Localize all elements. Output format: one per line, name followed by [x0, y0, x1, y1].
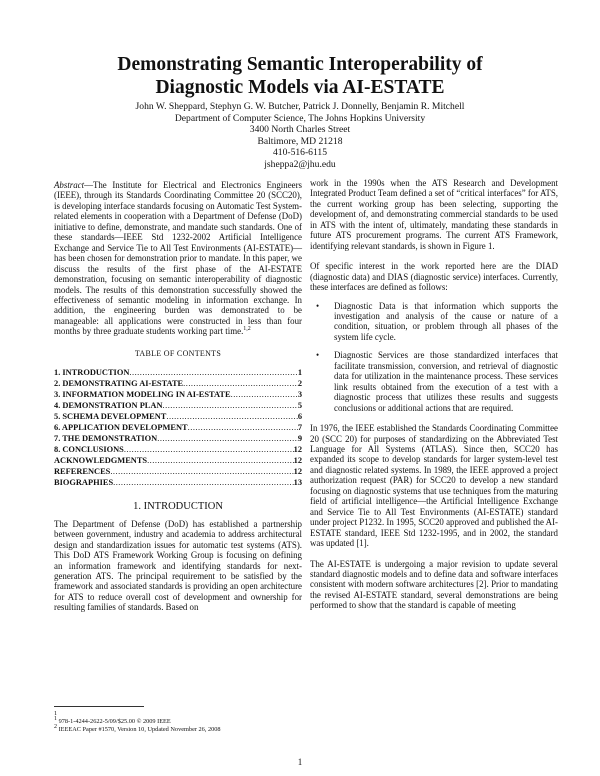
- author-department: Department of Computer Science, The Johns Hopkins University: [174, 112, 426, 124]
- toc-entry[interactable]: [54, 389, 302, 400]
- bullet-icon: •: [316, 350, 320, 361]
- left-column: [54, 180, 302, 613]
- toc-leader: [231, 389, 298, 400]
- toc-entry[interactable]: [54, 455, 302, 466]
- toc-entry-label: ACKNOWLEDGMENTS: [54, 456, 148, 466]
- toc-leader: [157, 433, 298, 444]
- toc-entry[interactable]: [54, 411, 302, 422]
- toc-leader: [188, 422, 298, 433]
- toc-leader: [113, 477, 294, 488]
- footnote-marker: 1: [54, 710, 58, 717]
- toc-entry-label: 2. DEMONSTRATING AI-ESTATE: [54, 379, 184, 389]
- toc-leader: [110, 466, 293, 477]
- toc-entry[interactable]: [54, 466, 302, 477]
- toc-entry-page: 1: [297, 368, 302, 378]
- body-paragraph: The AI-ESTATE is undergoing a major revision to update several standard diagnostic models and to define data and software interfaces consistent with modern software architectures [2]. Prior to mandating the revised AI-ESTATE standard, several demonstrations are being performed to show that the standard is capable of meeting: [310, 558, 558, 611]
- author-email: jsheppa2@jhu.edu: [264, 158, 336, 170]
- bullet-text: Diagnostic Services are those standardized interfaces that facilitate transmission, conversion, and retrieval of diagnostic data for utilization in the maintenance process. These services link results obtained from the execution of a test with a diagnostic process that utilizes these results and suggests conclusions or additional actions that are required.: [334, 350, 558, 413]
- toc-entry-label: 7. THE DEMONSTRATION: [54, 434, 158, 444]
- title-line-2: Diagnostic Models via AI-ESTATE: [155, 77, 445, 98]
- author-phone: 410-516-6115: [272, 147, 327, 158]
- toc-entry[interactable]: [54, 400, 302, 411]
- page-number: 1: [297, 757, 303, 767]
- body-paragraph: work in the 1990s when the ATS Research and Development Integrated Product Team defined a set of “critical interfaces” for ATS, the current working group has been selecting, supporting the development of, and demonstrating commercial standards to be used in ATS with the intent of, ultimately, mandating these standards in future ATS procurement programs. The current ATS Framework, identifying relevant standards, is shown in Figure 1.: [310, 178, 558, 251]
- toc-entry[interactable]: [54, 378, 302, 389]
- paper-title: [0, 53, 600, 99]
- toc-entry-label: 5. SCHEMA DEVELOPMENT: [54, 412, 167, 422]
- author-block: [0, 101, 600, 170]
- intro-paragraph: The Department of Defense (DoD) has established a partnership between government, industry and academia to address architectural design and standardization issues for automatic test systems (ATS). This DoD ATS Framework Working Group is focusing on defining an information framework and identifying standards for next-generation ATS. The principal requirement to be satisfied by the framework and associated standards is providing an open architecture for ATS to reduce overall cost of development and ownership for resulting families of standards. Based on: [54, 518, 302, 613]
- toc-entry[interactable]: [54, 422, 302, 433]
- abstract-text: —The Institute for Electrical and Electronics Engineers (IEEE), through its Standards Coordinating Committee 20 (SCC20), is developing interface standards focusing on Automatic Test System-related elements in cooperation with a Department of Defense (DoD) initiative to define, demonstrate, and mandate such standards. One of these standards—IEEE Std 1232-2002 Artificial Intelligence Exchange and Service Tie to All Test Environments (AI-ESTATE)—has been chosen for demonstration prior to mandate. In this paper, we discuss the results of the first phase of the AI-ESTATE demonstration, focusing on semantic interoperability of diagnostic models. The results of this demonstration successfully showed the effectiveness of semantic modeling in information exchange. In addition, the engineering burden was demonstrated to be manageable: all applications were constructed in less than four months by three graduate students working part time.: [54, 180, 302, 337]
- bullet-item: [310, 301, 558, 343]
- toc-entry[interactable]: [54, 444, 302, 455]
- section-heading-introduction: 1. INTRODUCTION: [133, 501, 223, 513]
- toc-entry[interactable]: [54, 367, 302, 378]
- toc-entry-page: 12: [293, 467, 302, 477]
- footnotes: [54, 706, 302, 734]
- toc-entry-label: REFERENCES: [54, 467, 111, 477]
- toc-entry-page: 12: [293, 445, 302, 455]
- author-city: Baltimore, MD 21218: [257, 135, 343, 147]
- footnote-2: $^2$ IEEEAC Paper #1570, Version 10, Updated November 26, 2008: [54, 723, 221, 733]
- toc-entry-label: 8. CONCLUSIONS: [54, 445, 124, 455]
- toc-entry-label: BIOGRAPHIES: [54, 478, 114, 488]
- body-paragraph: In 1976, the IEEE established the Standards Coordinating Committee 20 (SCC 20) for purposes of standardizing on the Abbreviated Test Language for All Systems (ATLAS). Since then, SCC20 has expanded its scope to develop standards for larger system-level test and diagnostic related systems. In 1989, the IEEE approved a project authorization request (PAR) for SCC20 to develop a new standard focusing on diagnostic systems that use techniques from the maturing field of artificial intelligence—the Artificial Intelligence Exchange and Service Tie to All Test Environments (AI-ESTATE) standard under project P1232. In 1995, SCC20 approved and published the AI-ESTATE standard, IEEE Std 1232-1995, and in 2002, the standard was updated [1].: [310, 423, 558, 549]
- bullet-icon: •: [316, 300, 320, 311]
- toc-entry-page: 2: [297, 379, 302, 389]
- toc-leader: [129, 367, 297, 378]
- right-column: [310, 178, 558, 611]
- toc-entry[interactable]: [54, 433, 302, 444]
- footnote-1: $^1$ 978-1-4244-2622-5/09/$25.00 © 2009 IEEE: [54, 715, 171, 725]
- title-line-1: Demonstrating Semantic Interoperability of: [117, 54, 483, 75]
- toc-entry-label: 6. APPLICATION DEVELOPMENT: [54, 423, 188, 433]
- bullet-text: Diagnostic Data is that information which supports the investigation and analysis of the cause or nature of a condition, situation, or problem through all phases of the system life cycle.: [334, 300, 558, 342]
- toc-title: TABLE OF CONTENTS: [134, 348, 222, 358]
- abstract: [54, 180, 302, 337]
- abstract-footnote-ref: 1,2: [243, 326, 251, 333]
- toc-entry-label: 3. INFORMATION MODELING IN AI-ESTATE: [54, 390, 231, 400]
- toc-entry-page: 9: [297, 434, 302, 444]
- toc-leader: [166, 411, 297, 422]
- toc-entry-page: 5: [297, 401, 302, 411]
- toc-leader: [163, 400, 298, 411]
- body-paragraph: Of specific interest in the work reported here are the DIAD (diagnostic data) and DIAS (diagnostic service) interfaces. Currently, these interfaces are defined as follows:: [310, 261, 558, 293]
- toc-leader: [124, 444, 294, 455]
- toc-entry-page: 3: [297, 390, 302, 400]
- footnote-rule: [54, 706, 144, 707]
- table-of-contents: [54, 367, 302, 488]
- toc-entry-page: 12: [293, 456, 302, 466]
- author-street: 3400 North Charles Street: [249, 124, 351, 135]
- toc-leader: [147, 455, 294, 466]
- footnote-1-text: 978-1-4244-2622-5/09/$25.00 © 2009 IEEE: [58, 718, 171, 725]
- toc-entry-label: 1. INTRODUCTION: [54, 368, 130, 378]
- bullet-item: [310, 350, 558, 413]
- toc-entry[interactable]: [54, 477, 302, 488]
- toc-entry-page: 6: [297, 412, 302, 422]
- toc-leader: [183, 378, 298, 389]
- toc-entry-label: 4. DEMONSTRATION PLAN: [54, 401, 163, 411]
- toc-entry-page: 7: [297, 423, 302, 433]
- toc-entry-page: 13: [293, 478, 302, 488]
- abstract-label: Abstract: [54, 180, 85, 190]
- footnote-2-text: IEEEAC Paper #1570, Version 10, Updated November 26, 2008: [58, 726, 221, 733]
- author-names: John W. Sheppard, Stephyn G. W. Butcher, Patrick J. Donnelly, Benjamin R. Mitchell: [135, 101, 465, 112]
